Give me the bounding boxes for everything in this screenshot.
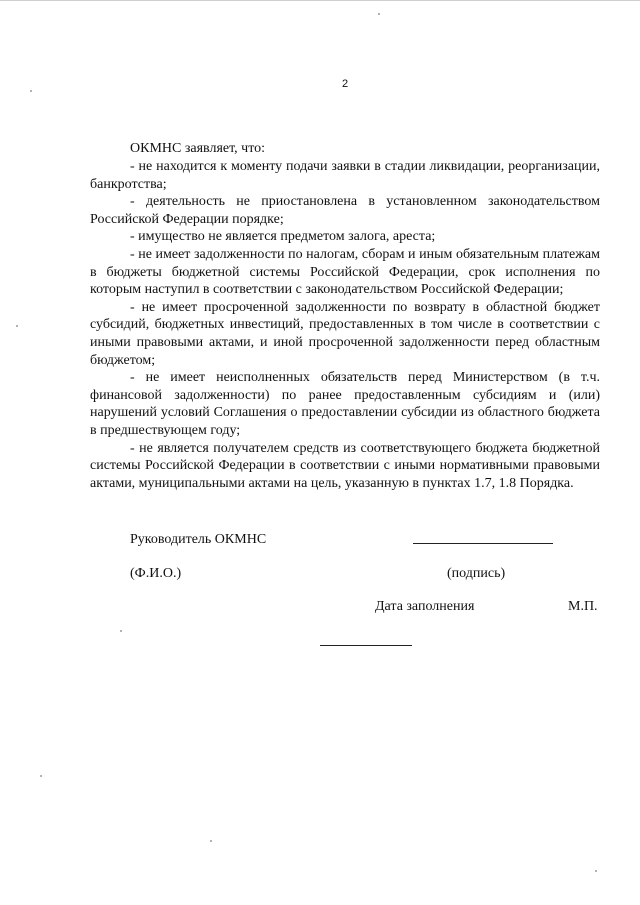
signature-label: (подпись) [447,566,506,581]
stamp-label: М.П. [568,599,598,614]
declaration-item-funding: - не является получателем средств из соответствующего бюджета бюджетной системы Российской Федерации в соответствии с иными нормативными правовыми актами, муниципальными актами на цель, указанную в пунктах 1.7, 1.8 Порядка. [90,440,600,491]
declaration-item-tax-debt: - не имеет задолженности по налогам, сборам и иным обязательным платежам в бюджеты бюджетной системы Российской Федерации, срок исполнения по которым наступил в соответствии с законодательством Российской Федерации; [90,246,600,298]
declaration-item-activity: - деятельность не приостановлена в установленном законодательством Российской Федерации порядке; [90,194,600,227]
declaration-item-overdue-debt: - не имеет просроченной задолженности по возврату в областной бюджет субсидий, бюджетных инвестиций, предоставленных в том числе в соответствии с иными правовыми актами, и иной просроченной задолженности перед областным бюджетом; [90,299,600,368]
scan-speck [16,325,18,327]
date-line [320,645,412,646]
scan-speck [595,870,597,872]
head-label: Руководитель ОКМНС [130,532,267,547]
declaration-item-property: - имущество не является предметом залога, ареста; [130,229,436,245]
declaration-intro: ОКМНС заявляет, что: [130,141,266,156]
declaration-item-obligations: - не имеет неисполненных обязательств перед Министерством (в т.ч. финансовой задолженности) по ранее предоставленным субсидиям и (или) нарушений условий Соглашения о предоставлении субсидии из областного бюджета в предшествующем году; [90,370,600,438]
scan-speck [378,13,380,15]
scan-speck [40,775,42,777]
scan-speck [30,90,32,92]
scan-top-edge [0,0,640,1]
signature-line [413,543,553,544]
declaration-list [90,158,600,492]
page-number: 2 [341,78,349,90]
fill-date-label: Дата заполнения [375,599,475,614]
scan-speck [210,840,212,842]
scan-speck [120,630,122,632]
declaration-item-liquidation: - не находится к моменту подачи заявки в стадии ликвидации, реорганизации, банкротства; [90,159,600,192]
fio-label: (Ф.И.О.) [130,566,182,581]
